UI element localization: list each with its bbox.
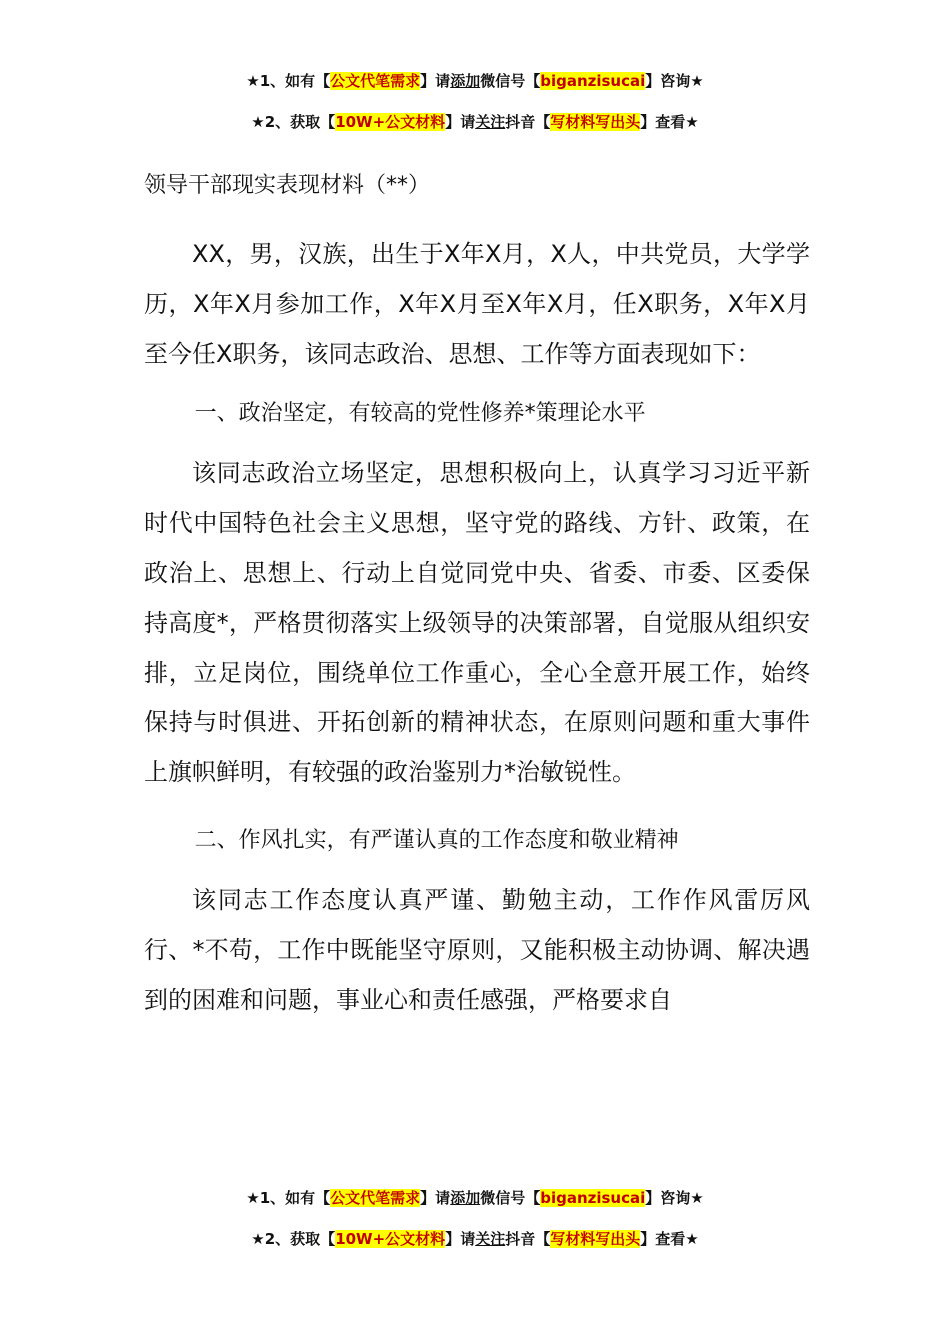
section-2-paragraph: 该同志工作态度认真严谨、勤勉主动，工作作风雷厉风行、*不苟，工作中既能坚守原则，又能积极主动协调、解决遇到的困难和问题，事业心和责任感强，严格要求自	[144, 885, 810, 1014]
banner-text: 】查看★	[640, 113, 699, 131]
banner-text: 】咨询★	[645, 72, 704, 90]
banner-highlight: 公文代笔需求	[330, 1189, 421, 1207]
footer-banner-line-2	[0, 1228, 950, 1250]
banner-text: 抖音【	[505, 1230, 551, 1248]
spacer	[144, 864, 810, 876]
banner-text: 】咨询★	[645, 1189, 704, 1207]
spacer	[144, 379, 810, 391]
banner-text: ★1、如有【	[246, 72, 331, 90]
banner-underlined: 关注	[475, 113, 506, 131]
banner-text: 抖音【	[505, 113, 551, 131]
banner-text: ★1、如有【	[246, 1189, 331, 1207]
banner-text: 】查看★	[640, 1230, 699, 1248]
banner-underlined: 关注	[475, 1230, 506, 1248]
banner-highlight: 写材料写出头	[550, 1230, 641, 1248]
banner-text: 】请	[420, 72, 451, 90]
intro-paragraph: XX，男，汉族，出生于X年X月，X人，中共党员，大学学历，X年X月参加工作，X年X月至X年X月，任X职务，X年X月至今任X职务，该同志政治、思想、工作等方面表现如下：	[144, 240, 810, 368]
banner-text: 微信号【	[480, 1189, 541, 1207]
footer-banner-line-1	[0, 1187, 950, 1209]
spacer	[144, 437, 810, 449]
banner-text: ★2、获取【	[251, 113, 336, 131]
document-body	[144, 166, 810, 1025]
banner-text: 】请	[420, 1189, 451, 1207]
banner-text: ★2、获取【	[251, 1230, 336, 1248]
section-1-heading: 一、政治坚定，有较高的党性修养*策理论水平	[194, 401, 646, 427]
banner-highlight: biganzisucai	[540, 1189, 646, 1207]
section-1-paragraph: 该同志政治立场坚定，思想积极向上，认真学习习近平新时代中国特色社会主义思想，坚守党的路线、方针、政策，在政治上、思想上、行动上自觉同党中央、省委、市委、区委保持高度*，严格贯彻落实上级领导的决策部署，自觉服从组织安排，立足岗位，围绕单位工作重心，全心全意开展工作，始终保持与时俱进、开拓创新的精神状态，在原则问题和重大事件上旗帜鲜明，有较强的政治鉴别力*治敏锐性。	[144, 459, 810, 787]
document-title: 领导干部现实表现材料（**）	[144, 173, 431, 198]
banner-highlight: biganzisucai	[540, 72, 646, 90]
banner-text: 】请	[445, 113, 476, 131]
banner-highlight: 公文代笔需求	[330, 72, 421, 90]
section-2-heading: 二、作风扎实，有严谨认真的工作态度和敬业精神	[194, 827, 679, 853]
banner-text: 微信号【	[480, 72, 541, 90]
spacer	[144, 798, 810, 818]
banner-highlight: 10W+公文材料	[335, 1230, 446, 1248]
banner-highlight: 写材料写出头	[550, 113, 641, 131]
header-banner-line-2	[0, 111, 950, 133]
banner-highlight: 10W+公文材料	[335, 113, 446, 131]
header-banner-line-1	[0, 70, 950, 92]
banner-underlined: 添加	[450, 72, 481, 90]
banner-underlined: 添加	[450, 1189, 481, 1207]
banner-text: 】请	[445, 1230, 476, 1248]
